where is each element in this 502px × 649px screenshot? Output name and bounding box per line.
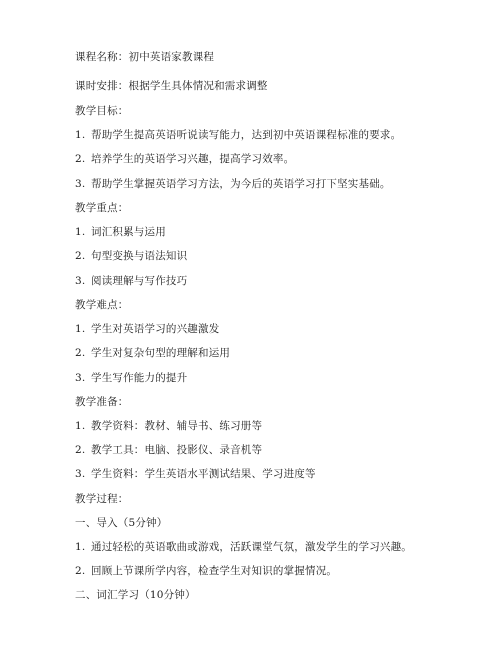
item-number: 2.: [75, 444, 86, 456]
list-item: [75, 540, 412, 554]
list-item: [75, 467, 316, 481]
course-name: 课程名称：初中英语家教课程: [75, 51, 215, 63]
difficulties-heading: 教学难点：: [75, 299, 129, 311]
item-number: 2.: [75, 565, 86, 577]
item-number: 2.: [75, 347, 86, 359]
item-text: 通过轻松的英语歌曲或游戏，活跃课堂气氛，激发学生的学习兴趣。: [91, 541, 412, 553]
item-text: 教学工具：电脑、投影仪、录音机等: [91, 444, 263, 456]
list-item: [75, 249, 187, 263]
list-item: [75, 371, 187, 385]
item-number: 2.: [75, 250, 86, 262]
item-text: 词汇积累与运用: [91, 226, 166, 238]
list-item: [75, 322, 219, 336]
item-number: 3.: [75, 275, 86, 287]
item-text: 学生对复杂句型的理解和运用: [91, 347, 231, 359]
item-text: 教学资料：教材、辅导书、练习册等: [91, 420, 263, 432]
item-text: 阅读理解与写作技巧: [91, 275, 188, 287]
list-item: [75, 225, 166, 239]
preparation-heading: 教学准备：: [75, 396, 129, 408]
item-number: 3.: [75, 372, 86, 384]
list-item: [75, 419, 262, 433]
item-number: 1.: [75, 541, 86, 553]
item-text: 回顾上节课所学内容，检查学生对知识的掌握情况。: [91, 565, 338, 577]
item-text: 学生资料：学生英语水平测试结果、学习进度等: [91, 468, 316, 480]
item-number: 1.: [75, 323, 86, 335]
key-points-heading: 教学重点：: [75, 202, 129, 214]
process-heading: 教学过程：: [75, 493, 129, 505]
section-title: 一、导入（5分钟）: [75, 517, 168, 529]
item-text: 帮助学生提高英语听说读写能力，达到初中英语课程标准的要求。: [91, 129, 402, 141]
item-number: 3.: [75, 178, 86, 190]
list-item: [75, 443, 262, 457]
item-number: 1.: [75, 129, 86, 141]
item-text: 培养学生的英语学习兴趣，提高学习效率。: [91, 153, 295, 165]
list-item: [75, 274, 187, 288]
list-item: [75, 346, 230, 360]
section-title: 二、词汇学习（10分钟）: [75, 589, 196, 601]
objectives-heading: 教学目标：: [75, 105, 129, 117]
schedule: 课时安排：根据学生具体情况和需求调整: [75, 80, 268, 92]
item-text: 学生写作能力的提升: [91, 372, 188, 384]
item-text: 句型变换与语法知识: [91, 250, 188, 262]
item-text: 帮助学生掌握英语学习方法，为今后的英语学习打下坚实基础。: [91, 178, 391, 190]
list-item: [75, 128, 401, 142]
list-item: [75, 564, 337, 578]
item-number: 3.: [75, 468, 86, 480]
list-item: [75, 152, 294, 166]
item-number: 1.: [75, 420, 86, 432]
item-number: 1.: [75, 226, 86, 238]
list-item: [75, 177, 391, 191]
item-number: 2.: [75, 153, 86, 165]
item-text: 学生对英语学习的兴趣激发: [91, 323, 220, 335]
